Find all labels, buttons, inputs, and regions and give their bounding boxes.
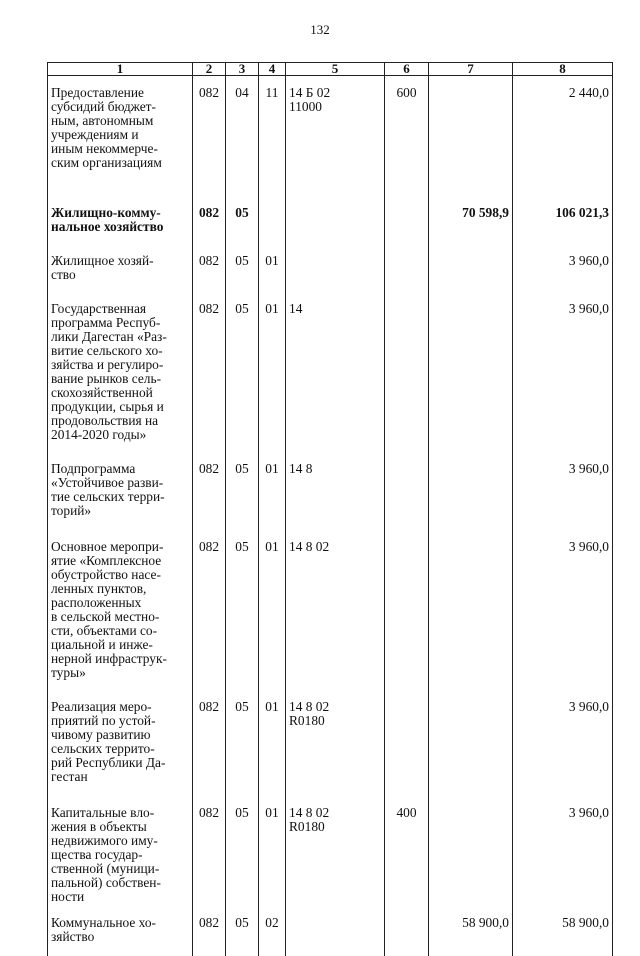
target-article-code: 14 8: [286, 442, 385, 518]
grbs-code: 082: [193, 442, 226, 518]
page-number: 132: [310, 22, 330, 37]
row-name: Капитальные вло- жения в объекты недвижимого иму- щества государ- ственной (муници- пальной) собствен- ности: [48, 784, 193, 904]
section-code: 05: [226, 518, 259, 680]
section-code: 05: [226, 234, 259, 282]
column-number-row: [48, 63, 613, 76]
amount-col8: 58 900,0: [513, 904, 613, 956]
column-header: 3: [226, 63, 259, 76]
subsection-code: 01: [259, 784, 286, 904]
section-code: 05: [226, 680, 259, 784]
amount-col8: 3 960,0: [513, 234, 613, 282]
expense-type-code: [385, 188, 429, 234]
column-header: 5: [286, 63, 385, 76]
grbs-code: 082: [193, 76, 226, 189]
amount-col8: 3 960,0: [513, 784, 613, 904]
target-article-code: [286, 234, 385, 282]
amount-col7: [429, 234, 513, 282]
expense-type-code: [385, 680, 429, 784]
grbs-code: 082: [193, 282, 226, 442]
amount-col7: [429, 76, 513, 189]
table-row: [48, 442, 613, 518]
subsection-code: 01: [259, 282, 286, 442]
grbs-code: 082: [193, 784, 226, 904]
expense-type-code: 600: [385, 76, 429, 189]
amount-col7: [429, 518, 513, 680]
grbs-code: 082: [193, 518, 226, 680]
grbs-code: 082: [193, 188, 226, 234]
target-article-code: 14 8 02 R0180: [286, 680, 385, 784]
row-name: Предоставление субсидий бюджет- ным, автономным учреждениям и иным некоммерче- ским организациям: [48, 76, 193, 189]
row-name: Жилищно-комму- нальное хозяйство: [48, 188, 193, 234]
column-header: 1: [48, 63, 193, 76]
grbs-code: 082: [193, 680, 226, 784]
amount-col8: 3 960,0: [513, 282, 613, 442]
row-name: Реализация меро- приятий по устой- чивому развитию сельских террито- рий Республики Да- гестан: [48, 680, 193, 784]
expense-type-code: 400: [385, 784, 429, 904]
subsection-code: 11: [259, 76, 286, 189]
row-name: Основное меропри- ятие «Комплексное обустройство насе- ленных пунктов, расположенных в сельской местно- сти, объектами со- циальной и инже- нерной инфраструк- туры»: [48, 518, 193, 680]
column-header: 4: [259, 63, 286, 76]
row-name: Жилищное хозяй- ство: [48, 234, 193, 282]
target-article-code: 14: [286, 282, 385, 442]
budget-table: [47, 62, 613, 956]
target-article-code: [286, 904, 385, 956]
table-row: [48, 76, 613, 189]
row-name: Государственная программа Респуб- лики Дагестан «Раз- витие сельского хо- зяйства и регулиро- вание рынков сель- скохозяйственной продукции, сырья и продовольствия на 2014-2020 годы»: [48, 282, 193, 442]
expense-type-code: [385, 234, 429, 282]
grbs-code: 082: [193, 904, 226, 956]
table-row: [48, 680, 613, 784]
subsection-code: 01: [259, 518, 286, 680]
amount-col7: [429, 784, 513, 904]
amount-col7: [429, 442, 513, 518]
target-article-code: 14 Б 02 11000: [286, 76, 385, 189]
column-header: 7: [429, 63, 513, 76]
amount-col7: [429, 282, 513, 442]
subsection-code: 02: [259, 904, 286, 956]
target-article-code: 14 8 02 R0180: [286, 784, 385, 904]
table-row: [48, 518, 613, 680]
row-name: Подпрограмма «Устойчивое разви- тие сельских терри- торий»: [48, 442, 193, 518]
subsection-code: 01: [259, 680, 286, 784]
table-row: [48, 784, 613, 904]
amount-col7: [429, 680, 513, 784]
table-row: [48, 234, 613, 282]
target-article-code: [286, 188, 385, 234]
section-code: 04: [226, 76, 259, 189]
amount-col8: 3 960,0: [513, 680, 613, 784]
table-row: [48, 188, 613, 234]
expense-type-code: [385, 442, 429, 518]
grbs-code: 082: [193, 234, 226, 282]
amount-col8: 3 960,0: [513, 442, 613, 518]
column-header: 6: [385, 63, 429, 76]
subsection-code: 01: [259, 442, 286, 518]
subsection-code: [259, 188, 286, 234]
expense-type-code: [385, 518, 429, 680]
table-row: [48, 904, 613, 956]
section-code: 05: [226, 188, 259, 234]
section-code: 05: [226, 904, 259, 956]
expense-type-code: [385, 282, 429, 442]
section-code: 05: [226, 442, 259, 518]
expense-type-code: [385, 904, 429, 956]
subsection-code: 01: [259, 234, 286, 282]
section-code: 05: [226, 784, 259, 904]
column-header: 8: [513, 63, 613, 76]
target-article-code: 14 8 02: [286, 518, 385, 680]
amount-col8: 106 021,3: [513, 188, 613, 234]
amount-col7: 70 598,9: [429, 188, 513, 234]
table-row: [48, 282, 613, 442]
amount-col7: 58 900,0: [429, 904, 513, 956]
section-code: 05: [226, 282, 259, 442]
column-header: 2: [193, 63, 226, 76]
amount-col8: 3 960,0: [513, 518, 613, 680]
row-name: Коммунальное хо- зяйство: [48, 904, 193, 956]
amount-col8: 2 440,0: [513, 76, 613, 189]
